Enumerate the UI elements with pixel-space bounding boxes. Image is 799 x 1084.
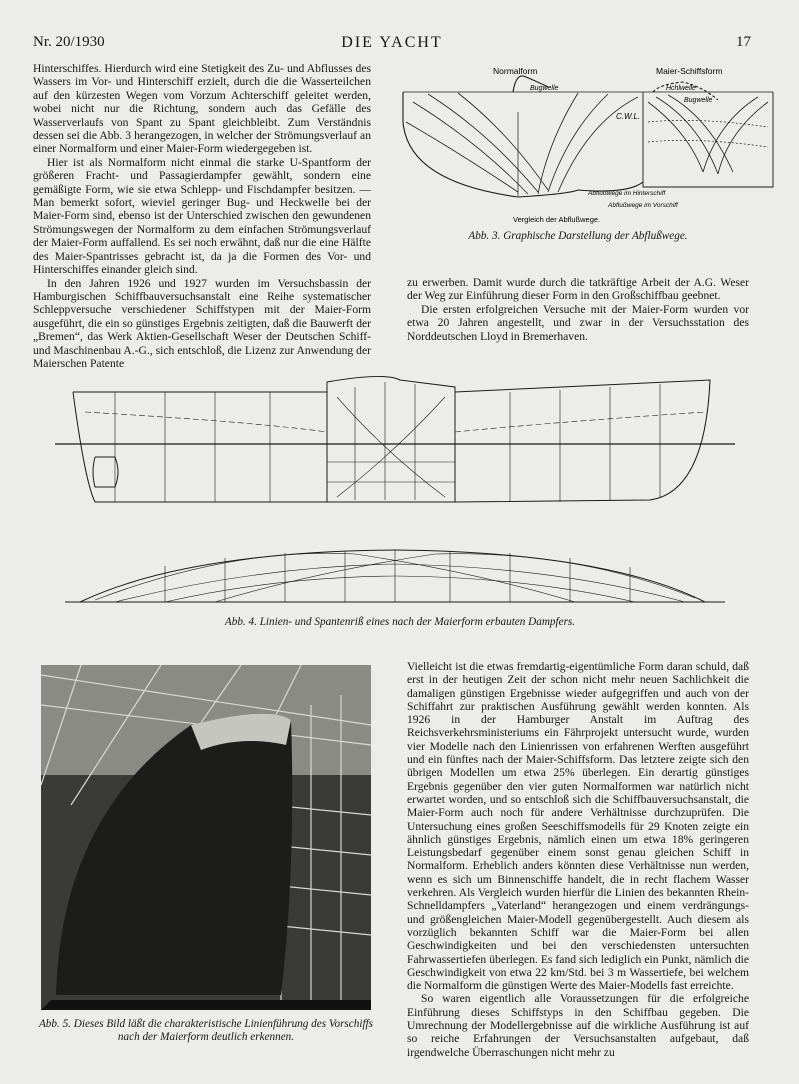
label-bugwelle: Bugwelle [530,85,559,92]
figure-5-caption: Abb. 5. Dieses Bild läßt die charakteristische Linienführung des Vorschiffs nach der Maierform deutlich erkennen. [38,1018,374,1043]
paragraph: Hinterschiffes. Hierdurch wird eine Stetigkeit des Zu- und Abflusses des Wassers im Vor- und Hinterschiff erzielt, durch die die Wasserteilchen auf den kürzesten Wegen vom Vorzum Achterschiff geleitet werden, wobei nicht nur die Richtung, sondern auch das Gefälle des Wasserverlaufs von Spant zu Spant gleichbleibt. Zum Verständnis dessen sei die Abb. 3 herangezogen, in welcher der Strömungsverlauf an einer Normalform und einer Maier-Form wiedergegeben ist. [33,62,371,156]
paragraph: So waren eigentlich alle Voraussetzungen für die erfolgreiche Einführung dieses Schiffstyps in den Schiffbau gegeben. Die Umrechnung der Modellergebnisse auf die wirkliche Ausführung ist auf so reiche Erfahrungen der Versuchsanstalten aufgebaut, daß irgendwelche Überraschungen nicht mehr zu [407,992,749,1059]
label-cwl: C.W.L. [616,112,641,121]
figure-5-photo-ship-hull [41,665,371,1010]
figure-4-caption: Abb. 4. Linien- und Spantenriß eines nach der Maierform erbauten Dampfers. [224,616,576,628]
figure-3-flow-diagram [398,62,780,227]
issue-number: Nr. 20/1930 [33,34,105,50]
paragraph: Hier ist als Normalform nicht einmal die starke U-Spantform der größeren Fracht- und Passagierdampfer gewählt, sondern eine gemäßigte Form, wie sie etwa Schlepp- und Fischdampfer besitzen. — Man bemerkt sofort, wieviel geringer Bug- und Heckwelle bei der Maier-Form sind, ebenso ist der Unterschied zwischen den gewundenen Strömungswegen der Normalform zu dem einfachen Strömungsverlauf der Maier-Form auffallend. Es sei noch erwähnt, daß nur die eine Hälfte des Maier-Spantrisses gebracht ist, da ja die Formen des Vor- und Hinterschiffes einander gleich sind. [33,155,371,277]
label-hechwelle: Hchlwelle [666,85,696,92]
label-vergleich: Vergleich der Abflußwege. [513,215,601,224]
page-header [33,34,751,56]
text-column-right-bottom [407,660,749,1059]
paragraph: Die ersten erfolgreichen Versuche mit der Maier-Form wurden vor etwa 20 Jahren angestellt, und zwar in der Versuchsstation des Norddeutschen Lloyd in Bremerhaven. [407,302,749,343]
paragraph: In den Jahren 1926 und 1927 wurden im Versuchsbassin der Hamburgischen Schiffbauversuchsanstalt eine Reihe systematischer Schleppversuche verschiedener Schiffstypen mit der Maier-Form ausgeführt, die ein so günstiges Ergebnis zeitigten, daß die Bauwerft der „Bremen“, das Werk Aktien-Gesellschaft Weser der Deutschen Schiff- und Maschinenbau A.-G., sich entschloß, die Lizenz zur Anwendung der Maierschen Patente [33,276,371,370]
text-column-right-top [407,276,749,343]
figure-3-caption: Abb. 3. Graphische Darstellung der Abflußwege. [468,230,688,242]
label-bugwelle-maier: Bugwelle [684,97,713,104]
label-normalform: Normalform [493,66,538,76]
magazine-title: DIE YACHT [341,34,443,51]
page-number: 17 [736,34,751,50]
label-maier-schiffsform: Maier-Schiffsform [656,66,723,76]
figure-4-lines-plan [55,372,735,612]
label-abfluss-vorschiff: Abflußwege im Vorschiff [608,202,678,209]
paragraph: zu erwerben. Damit wurde durch die tatkräftige Arbeit der A.G. Weser der Weg zur Einführung dieser Form in den Großschiffbau geebnet. [407,276,749,303]
paragraph: Vielleicht ist die etwas fremdartig-eigentümliche Form daran schuld, daß erst in der heutigen Zeit der schon nicht mehr neuen Sachlichkeit die damaligen günstigen Ergebnisse wieder aufgegriffen und auch von der Schiffahrt zur praktischen Ausführung gewählt werden konnten. Als 1926 in der Hamburger Anstalt im Auftrag des Reichsverkehrsministeriums ein Fährprojekt untersucht wurde, wurden vier Modelle nach den Linienrissen von erfahrenen Werften ausgeführt und ein fünftes nach der Maier-Schiffsform. Das letztere zeigte sich den übrigen Modellen um etwa 25% überlegen. Ein derartig günstiges Ergebnis gegenüber den vier guten Normalformen war natürlich nicht erwartet worden, und so entschloß sich die Schiffbauversuchsanstalt, die Maier-Form auch noch für andere Verhältnisse durchzuprüfen. Die Untersuchung eines großen Seeschiffsmodells für 29 Knoten zeigte ein ähnlich günstiges Ergebnis, nämlich einen um etwa 18% geringeren Leistungsbedarf gegenüber einem sonst genau gleichen Schiff in Normalform. Erheblich anders könnten diese Verhältnisse nun werden, wenn es sich um Binnenschiffe handelt, die in recht flachem Wasser verkehren. Als Vergleich wurden hierfür die Linien des bekannten Rhein-Schnelldampfers „Vaterland“ herangezogen und einem verdrängungs- und größengleichen Maier-Modell gegenübergestellt. Auch diesem als vorzüglich bekannten Schiff war die Maier-Form bei allen Geschwindigkeiten und bei den verschiedensten untersuchten Fahrwassertiefen überlegen. Es fand sich lediglich ein Punkt, nämlich die Geschwindigkeit von etwa 22 km/Std. bei 3 m Wassertiefe, bei welchem die Normalform die günstigen Werte des Maier-Modells fast erreichte. [407,660,749,993]
text-column-left [33,62,371,370]
label-abfluss-hinterschiff: Abflußwege im Hinterschiff [588,190,666,197]
